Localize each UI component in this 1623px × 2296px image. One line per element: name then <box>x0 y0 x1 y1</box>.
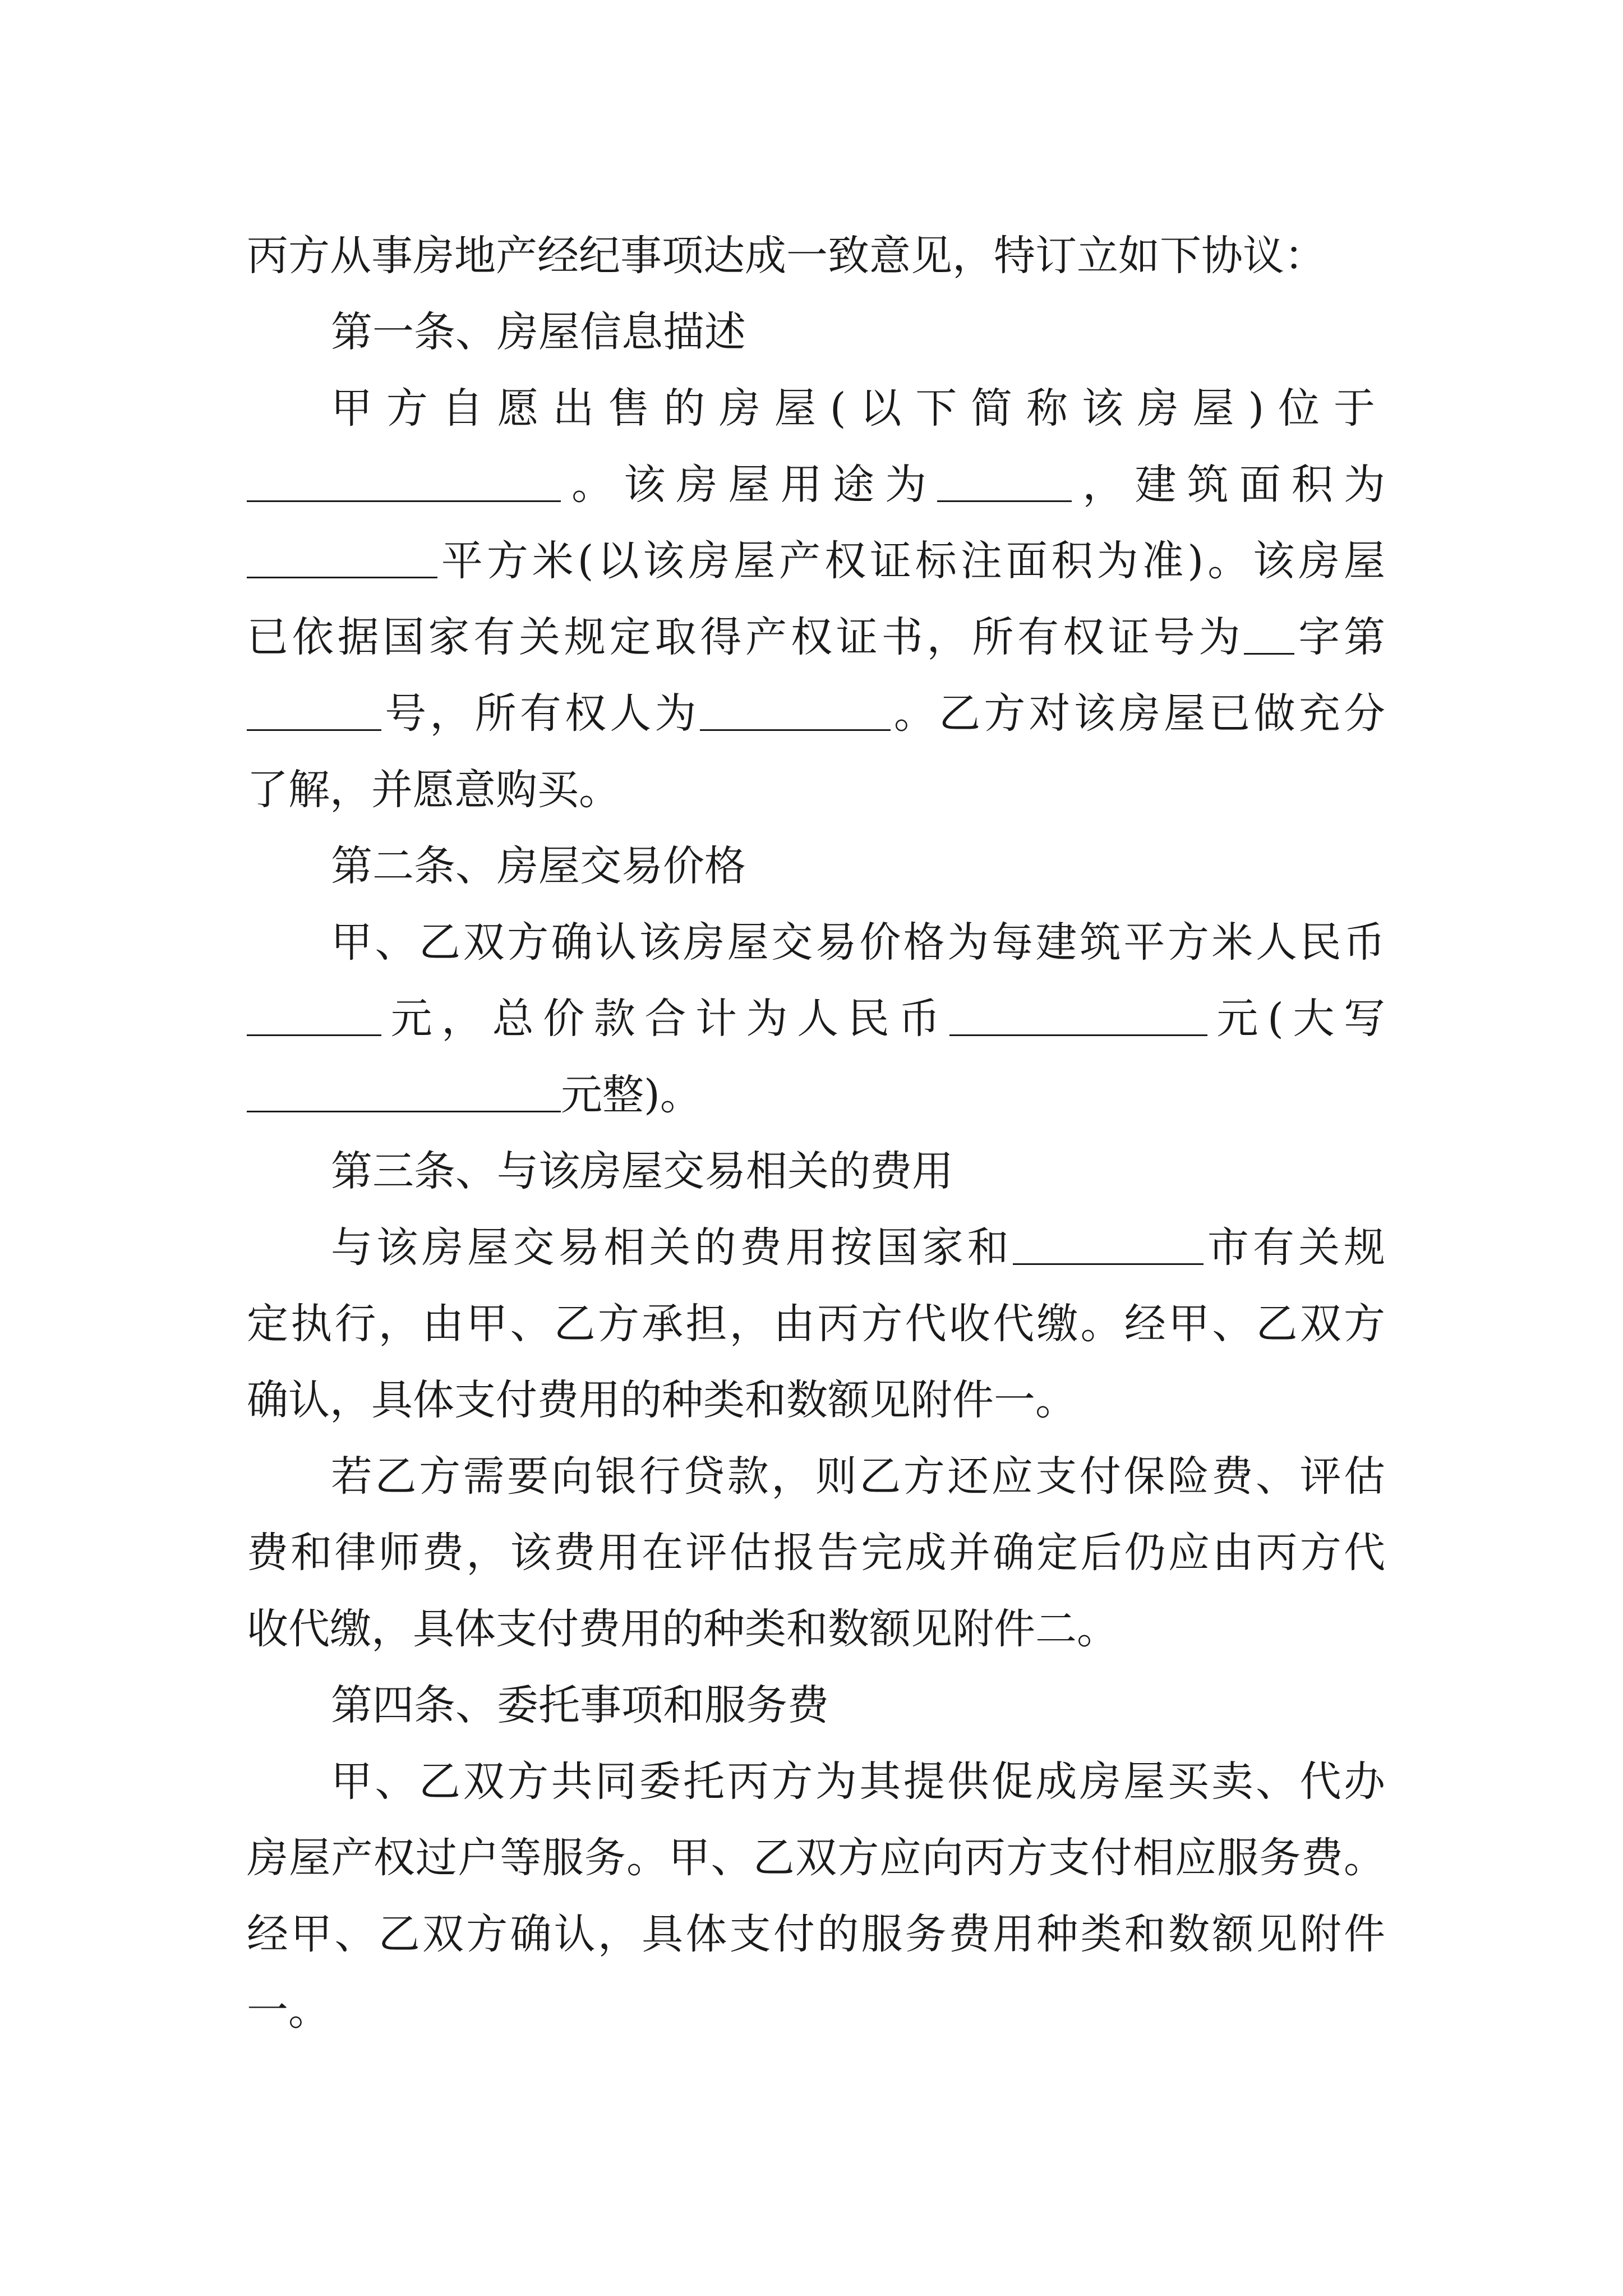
text-span: 甲方自愿出售的房屋(以下简称该房屋)位于 <box>331 384 1385 432</box>
text-span: 已依据国家有关规定取得产权证书，所有权证号为 <box>247 613 1244 661</box>
article-1-line-3 <box>247 523 1385 599</box>
blank-usage <box>937 461 1072 502</box>
blank-total-uppercase <box>247 1071 561 1112</box>
article-3-heading <box>247 1133 1385 1209</box>
article-4-line-1 <box>247 1743 1385 1820</box>
text-span: 甲、乙双方共同委托丙方为其提供促成房屋买卖、代办 <box>331 1757 1385 1806</box>
blank-owner <box>700 690 891 731</box>
text-span: 房屋产权过户等服务。甲、乙双方应向丙方支付相应服务费。 <box>247 1834 1385 1882</box>
article-1-line-6 <box>247 752 1385 828</box>
text-span: 元整)。 <box>561 1071 702 1119</box>
text-span: 收代缴，具体支付费用的种类和数额见附件二。 <box>247 1605 1118 1653</box>
blank-location <box>247 461 561 502</box>
article-1-heading <box>247 294 1385 370</box>
text-span: 定执行，由甲、乙方承担，由丙方代收代缴。经甲、乙双方 <box>247 1300 1385 1348</box>
article-4-line-2 <box>247 1820 1385 1896</box>
blank-area <box>247 537 437 578</box>
article-2-line-1 <box>247 904 1385 981</box>
article-3-line-1 <box>247 1209 1385 1286</box>
text-span: 第一条、房屋信息描述 <box>331 308 746 356</box>
text-span: 字第 <box>1294 613 1385 661</box>
text-span: 第四条、委托事项和服务费 <box>331 1681 829 1729</box>
article-3-line-6 <box>247 1591 1385 1667</box>
intro-line <box>247 218 1385 294</box>
text-span: 第三条、与该房屋交易相关的费用 <box>331 1147 953 1195</box>
text-span: 号，所有权人为 <box>381 689 700 738</box>
article-3-line-4 <box>247 1438 1385 1515</box>
text-span: 若乙方需要向银行贷款，则乙方还应支付保险费、评估 <box>331 1452 1385 1501</box>
text-span: 甲、乙双方确认该房屋交易价格为每建筑平方米人民币 <box>331 918 1385 967</box>
article-4-line-3 <box>247 1896 1385 1972</box>
article-2-heading <box>247 828 1385 904</box>
blank-total-price <box>949 995 1207 1036</box>
text-span: 一。 <box>247 1986 330 2035</box>
text-span: 经甲、乙双方确认，具体支付的服务费用种类和数额见附件 <box>247 1910 1385 1958</box>
text-span: 丙方从事房地产经纪事项达成一致意见，特订立如下协议： <box>247 232 1326 280</box>
article-3-line-3 <box>247 1362 1385 1438</box>
text-span: 确认，具体支付费用的种类和数额见附件一。 <box>247 1376 1077 1424</box>
text-span: ，建筑面积为 <box>1072 461 1385 509</box>
article-3-line-2 <box>247 1286 1385 1362</box>
article-1-line-5 <box>247 675 1385 752</box>
document-body <box>247 218 1385 2049</box>
article-2-line-3 <box>247 1057 1385 1133</box>
article-1-line-4 <box>247 599 1385 675</box>
text-span: 了解，并愿意购买。 <box>247 766 620 814</box>
blank-cert-number <box>247 690 381 731</box>
blank-cert-prefix <box>1244 614 1294 655</box>
text-span: 元，总价款合计为人民币 <box>381 995 949 1043</box>
article-4-heading <box>247 1667 1385 1743</box>
article-3-line-5 <box>247 1515 1385 1591</box>
text-span: 。该房屋用途为 <box>561 461 938 509</box>
blank-unit-price <box>247 995 381 1036</box>
blank-city <box>1013 1224 1204 1265</box>
text-span: 元(大写 <box>1207 995 1385 1043</box>
article-2-line-2 <box>247 981 1385 1057</box>
text-span: 。乙方对该房屋已做充分 <box>890 689 1385 738</box>
article-4-line-4 <box>247 1972 1385 2049</box>
text-span: 市有关规 <box>1203 1223 1385 1272</box>
article-1-line-2 <box>247 447 1385 523</box>
text-span: 第二条、房屋交易价格 <box>331 842 746 890</box>
text-span: 与该房屋交易相关的费用按国家和 <box>331 1223 1013 1272</box>
article-1-line-1 <box>247 370 1385 447</box>
text-span: 平方米(以该房屋产权证标注面积为准)。该房屋 <box>437 537 1385 585</box>
text-span: 费和律师费，该费用在评估报告完成并确定后仍应由丙方代 <box>247 1529 1385 1577</box>
